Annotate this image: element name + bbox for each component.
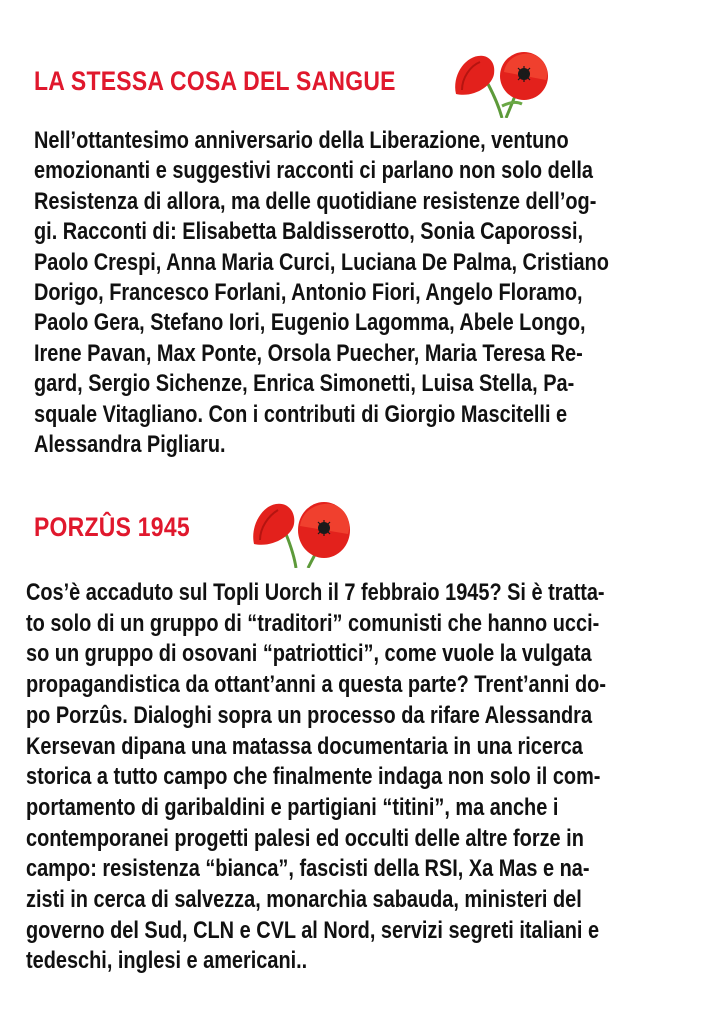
- body-line: squale Vitagliano. Con i contributi di Giorgio Mascitelli e: [34, 400, 568, 428]
- body-line: Dorigo, Francesco Forlani, Antonio Fiori, Angelo Floramo,: [34, 279, 583, 307]
- body-line: contemporanei progetti palesi ed occulti delle altre forze in: [26, 824, 584, 852]
- poppy-flowers-icon: [248, 496, 360, 568]
- body-line: Alessandra Pigliaru.: [34, 431, 226, 459]
- body-line: Paolo Crespi, Anna Maria Curci, Luciana De Palma, Cristiano: [34, 248, 609, 276]
- body-line: propagandistica da ottant’anni a questa parte? Trent’anni do-: [26, 671, 606, 699]
- body-line: tedeschi, inglesi e americani..: [26, 947, 308, 975]
- body-line: zisti in cerca di salvezza, monarchia sabauda, ministeri del: [26, 886, 582, 914]
- section1-title: LA STESSA COSA DEL SANGUE: [34, 66, 396, 96]
- section1-body: [34, 126, 724, 460]
- body-line: storica a tutto campo che finalmente indaga non solo il com-: [26, 763, 601, 791]
- body-line: governo del Sud, CLN e CVL al Nord, servizi segreti italiani e: [26, 916, 600, 944]
- body-line: po Porzûs. Dialoghi sopra un processo da rifare Alessandra: [26, 701, 593, 729]
- section2-body: [26, 578, 724, 977]
- body-line: gard, Sergio Sichenze, Enrica Simonetti, Luisa Stella, Pa-: [34, 370, 575, 398]
- body-line: gi. Racconti di: Elisabetta Baldisserotto, Sonia Caporossi,: [34, 218, 584, 246]
- body-line: Resistenza di allora, ma delle quotidiane resistenze dell’og-: [34, 187, 597, 215]
- body-line: to solo di un gruppo di “traditori” comunisti che hanno ucci-: [26, 609, 600, 637]
- body-line: Kersevan dipana una matassa documentaria in una ricerca: [26, 732, 583, 760]
- body-line: campo: resistenza “bianca”, fascisti della RSI, Xa Mas e na-: [26, 855, 590, 883]
- body-line: so un gruppo di osovani “patriottici”, come vuole la vulgata: [26, 640, 592, 668]
- body-line: portamento di garibaldini e partigiani “titini”, ma anche i: [26, 793, 559, 821]
- body-line: Paolo Gera, Stefano Iori, Eugenio Lagomma, Abele Longo,: [34, 309, 586, 337]
- poppy-flowers-icon: [448, 48, 560, 118]
- section2-title: PORZÛS 1945: [34, 512, 190, 542]
- body-line: Nell’ottantesimo anniversario della Liberazione, ventuno: [34, 127, 569, 154]
- body-line: emozionanti e suggestivi racconti ci parlano non solo della: [34, 157, 593, 185]
- body-line: Irene Pavan, Max Ponte, Orsola Puecher, Maria Teresa Re-: [34, 339, 583, 367]
- body-line: Cos’è accaduto sul Topli Uorch il 7 febbraio 1945? Si è tratta-: [26, 579, 605, 606]
